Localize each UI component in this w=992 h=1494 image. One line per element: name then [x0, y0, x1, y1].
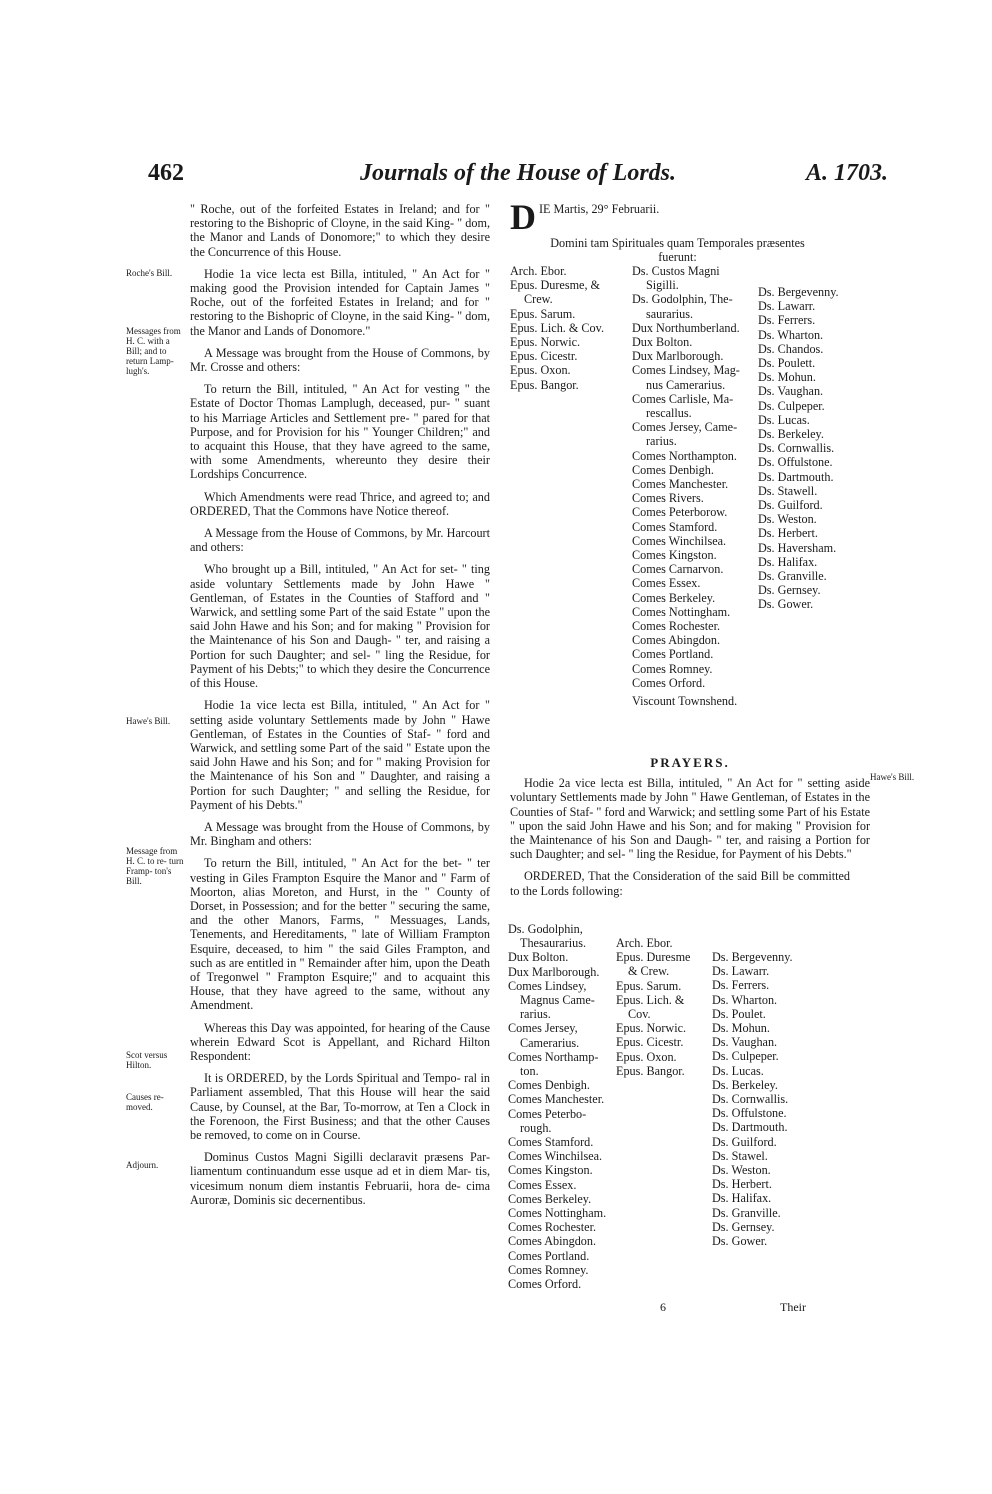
lord: Epus. Duresme, &	[510, 278, 601, 293]
lord: Comes Northampton.	[632, 448, 737, 463]
lord: Ds. Gower.	[712, 1234, 768, 1249]
lord: Epus. Duresme	[616, 950, 691, 965]
paragraph: ORDERED, That the Consideration of the said Bill be committed to the Lords following:	[510, 869, 850, 898]
lord: Ds. Cornwallis.	[758, 441, 835, 456]
lord: rarius.	[646, 434, 677, 449]
running-title: Journals of the House of Lords.	[359, 160, 677, 186]
lord: Ds. Halifax.	[712, 1191, 772, 1206]
lord: Ds. Offulstone.	[758, 455, 833, 470]
lord: Comes Denbigh.	[508, 1078, 590, 1093]
lord: Comes Orford.	[508, 1277, 582, 1292]
right-column	[510, 197, 845, 272]
lord: Comes Berkeley.	[632, 590, 716, 605]
paragraph: Hodie 1a vice lecta est Billa, intituled, " An Act for " making good the Provision intended for Captain James " Roche, out of the forfeited Estates in Ireland; and for " restoring to the Bishopric of Cloyne, in the said King- " dom, the Manor and Lands of Donomore."	[190, 266, 490, 338]
lord: Comes Peterbo-	[508, 1106, 587, 1121]
lord: Epus. Cicestr.	[616, 1035, 684, 1050]
margin-note: Causes re- moved.	[126, 1092, 164, 1112]
paragraph: Whereas this Day was appointed, for hearing of the Cause wherein Edward Scot is Appellant, and Richard Hilton Respondent:	[190, 1020, 490, 1063]
lord: Ds. Poulett.	[758, 356, 816, 371]
lord: Epus. Cicestr.	[510, 349, 578, 364]
committee-barons	[712, 950, 822, 1248]
paragraph: Who brought up a Bill, intituled, " An Act for set- " ting aside voluntary Settlements made by John Hawe " Gentleman, of Estates in the Counties of Stafford and " Warwick, and settling some Part of the said Estate " upon the said John Hawe and his Son; and for making " Provision for the Maintenance of his Son and Daugh- " ter, and raising a Portion for such Daughter; and sel- " ling the Residue, for Payment of his Debts;" to which they desire the Concurrence of this House.	[190, 562, 490, 691]
lord: Ds. Bergevenny.	[712, 950, 793, 964]
lord: Comes Carlisle, Ma-	[632, 391, 734, 406]
lord: Ds. Godolphin, The-	[632, 292, 733, 307]
margin-note: Hawe's Bill.	[870, 772, 915, 782]
lord: Ds. Halifax.	[758, 554, 818, 569]
lord: Ds. Lucas.	[758, 412, 810, 427]
lord: Comes Romney.	[632, 661, 713, 676]
paragraph: A Message from the House of Commons, by Mr. Harcourt and others:	[190, 526, 490, 555]
lord: Ds. Lawarr.	[712, 964, 770, 979]
lord: Comes Rochester.	[632, 619, 721, 634]
lord: Epus. Lich. &	[616, 992, 685, 1007]
paragraph: Which Amendments were read Thrice, and agreed to; and ORDERED, That the Commons have Notice thereof.	[190, 489, 490, 518]
left-column	[190, 202, 490, 1215]
lord: Ds. Culpeper.	[712, 1049, 779, 1064]
date-line	[510, 197, 845, 237]
paragraph: A Message was brought from the House of Commons, by Mr. Bingham and others:	[190, 819, 490, 849]
lord: Comes Romney.	[508, 1262, 589, 1277]
lord: Ds. Chandos.	[758, 341, 824, 356]
margin-note: Adjourn.	[126, 1160, 159, 1170]
present-bishops	[510, 264, 628, 392]
lord: Ds. Offulstone.	[712, 1106, 787, 1121]
paragraph: To return the Bill, intituled, " An Act for the bet- " ter vesting in Giles Frampton Esquire the Manor and " Farm of Moorton, alias Moreton, and Hurst, in the " County of Dorset, in Possession; and for the better " securing the same, and the other Manors, Farms, " Messuages, Lands, Tenements, and Hereditaments, " late of William Frampton Esquire, deceased, to him " the said Giles Frampton, and such as are entitled in " Remainder after him, upon the Death of Tregonwel " Frampton Esquire;" and to acquaint this House, that they have agreed to the same, without any Amendment.	[190, 856, 490, 1013]
lord: nus Camerarius.	[646, 377, 726, 392]
lord: & Crew.	[628, 964, 670, 979]
lord: Ds. Guilford.	[758, 498, 823, 513]
lord: Epus. Lich. & Cov.	[510, 320, 604, 335]
lord: Epus. Sarum.	[616, 978, 682, 993]
lord: Epus. Norwic.	[616, 1021, 687, 1036]
lord: Comes Carnarvon.	[632, 562, 724, 577]
lord: Comes Lindsey,	[508, 978, 587, 993]
committee-bishops	[616, 936, 712, 1078]
margin-note: Scot versus Hilton.	[126, 1050, 168, 1070]
lord: Comes Essex.	[632, 576, 701, 591]
lord: Magnus Came-	[520, 993, 595, 1008]
lord: Comes Manchester.	[632, 477, 729, 492]
lord: Epus. Sarum.	[510, 306, 576, 321]
lord: Comes Manchester.	[508, 1092, 605, 1107]
sitting-date: IE Martis, 29° Februarii.	[539, 202, 660, 216]
lord: Epus. Bangor.	[616, 1063, 685, 1078]
lord: Ds. Ferrers.	[758, 313, 816, 328]
paragraph: A Message was brought from the House of Commons, by Mr. Crosse and others:	[190, 345, 490, 375]
year: A. 1703.	[805, 160, 888, 186]
lord: Ds. Gower.	[758, 597, 814, 612]
page-header	[148, 160, 888, 194]
paragraph: Dominus Custos Magni Sigilli declaravit præsens Par- liamentum continuandum esse usque ad et in diem Mar- tis, vicesimum nonum diem instantis Februarii, hora de- cima Auroræ, Dominis sic decernentibus.	[190, 1150, 490, 1207]
lord: Ds. Stawell.	[758, 483, 818, 498]
lord: Viscount Townshend.	[632, 694, 738, 709]
lord: Ds. Mohun.	[712, 1021, 770, 1036]
lord: Comes Abingdon.	[632, 633, 721, 648]
lord: Epus. Bangor.	[510, 377, 579, 392]
lord: Ds. Weston.	[758, 512, 817, 527]
lord: Ds. Herbert.	[712, 1177, 772, 1192]
lord: Dux Bolton.	[508, 950, 569, 965]
lord: Ds. Gernsey.	[758, 583, 821, 598]
lord: saurarius.	[646, 306, 694, 321]
lord: Ds. Dartmouth.	[712, 1120, 788, 1135]
lord: Ds. Wharton.	[758, 327, 824, 342]
margin-note: Message from H. C. to re- turn Framp- ton's Bill.	[126, 846, 184, 886]
catchword: Their	[780, 1300, 806, 1314]
lord: Ds. Culpeper.	[758, 398, 825, 413]
lord: Ds. Lucas.	[712, 1063, 764, 1078]
lord: Epus. Oxon.	[616, 1049, 677, 1064]
prayers-section	[510, 750, 870, 906]
margin-note: Messages from H. C. with a Bill; and to return Lamp- lugh's.	[126, 326, 181, 376]
prayers-heading: PRAYERS.	[650, 755, 730, 770]
lord: Comes Nottingham.	[632, 604, 731, 619]
lord: Comes Orford.	[632, 675, 706, 690]
lord: Ds. Ferrers.	[712, 978, 770, 993]
present-heading: Domini tam Spirituales quam Temporales præsentes fuerunt:	[550, 236, 805, 265]
lord: Dux Marlborough.	[508, 964, 600, 979]
lord: Ds. Granville.	[758, 569, 827, 584]
lord: Ds. Poulet.	[712, 1006, 766, 1021]
lord: Ds. Stawel.	[712, 1148, 768, 1163]
lord: Comes Stamford.	[508, 1135, 594, 1150]
lord: Cov.	[628, 1007, 651, 1022]
lord: Comes Winchilsea.	[632, 533, 727, 548]
lord: Thesaurarius.	[520, 936, 586, 951]
lord: rescallus.	[646, 406, 692, 421]
lord: Comes Peterborow.	[632, 505, 728, 520]
margin-note: Roche's Bill.	[126, 268, 173, 278]
lord: Arch. Ebor.	[616, 936, 673, 950]
lord: rarius.	[520, 1007, 551, 1022]
lord: Ds. Berkeley.	[758, 427, 824, 442]
lord: Comes Jersey, Came-	[632, 420, 738, 435]
lord: Ds. Weston.	[712, 1163, 771, 1178]
paragraph: Hodie 1a vice lecta est Billa, intituled, " An Act for " setting aside voluntary Settlements made by John " Hawe Gentleman, of Estates in the Counties of Staf- " ford and Warwick, and settling some Part of the said " Estate upon the said John Hawe and his Son; and for " making Provision for the Maintenance of his Son and " Daughter, and raising a Portion for such Daughter; " and selling the Residue, for Payment of his Debts."	[190, 698, 490, 812]
lord: Ds. Granville.	[712, 1205, 781, 1220]
lord: Comes Winchilsea.	[508, 1149, 603, 1164]
lord: Comes Nottingham.	[508, 1206, 607, 1221]
paragraph: It is ORDERED, by the Lords Spiritual and Tempo- ral in Parliament assembled, That this House will hear the said Cause, by Counsel, at the Bar, To-morrow, at Ten a Clock in the Forenoon, the First Business; and that the other Causes be removed, to come on in Course.	[190, 1071, 490, 1142]
lord: Comes Kingston.	[508, 1163, 593, 1178]
margin-note: Hawe's Bill.	[126, 716, 171, 726]
lord: Comes Kingston.	[632, 548, 717, 563]
lord: Ds. Custos Magni	[632, 264, 720, 278]
lord: ton.	[520, 1064, 539, 1079]
lord: Arch. Ebor.	[510, 264, 567, 278]
lord: Comes Jersey,	[508, 1021, 578, 1036]
lord: Crew.	[524, 292, 553, 307]
lord: Ds. Godolphin,	[508, 922, 583, 936]
lord: Comes Portland.	[632, 647, 714, 662]
lord: Comes Rivers.	[632, 491, 704, 506]
lord: Ds. Lawarr.	[758, 299, 816, 314]
lord: Dux Northumberland.	[632, 320, 740, 335]
lord: Dux Marlborough.	[632, 349, 724, 364]
lord: Ds. Guilford.	[712, 1134, 777, 1149]
committee-temporal	[508, 922, 618, 1291]
lord: Ds. Bergevenny.	[758, 285, 839, 299]
lord: rough.	[520, 1120, 552, 1135]
lord: Comes Portland.	[508, 1248, 590, 1263]
lord: Comes Stamford.	[632, 519, 718, 534]
signature-mark: 6	[660, 1300, 666, 1314]
page-number: 462	[148, 160, 184, 186]
lord: Ds. Mohun.	[758, 370, 816, 385]
lord: Ds. Cornwallis.	[712, 1092, 789, 1107]
lord: Ds. Haversham.	[758, 540, 837, 555]
lord: Ds. Dartmouth.	[758, 469, 834, 484]
lord: Sigilli.	[646, 278, 679, 293]
lord: Ds. Vaughan.	[758, 384, 824, 399]
paragraph: Hodie 2a vice lecta est Billa, intituled, " An Act for " setting aside voluntary Settlements made by John " Hawe Gentleman, of Estates in the Counties of Staf- " ford and Warwick; and settling some Part of his Estate " upon the said John Hawe and his Son; and for making " Provision for the Maintenance of his Son and Daugh- " ter, and raising a Portion for such Daughter; and sel- " ling the Residue, for Payment of his Debts."	[510, 776, 870, 862]
paragraph: To return the Bill, intituled, " An Act for vesting " the Estate of Doctor Thomas Lamplugh, deceased, pur- " suant to his Marriage Articles and Settlement pre- " pared for that Purpose, and for Provision for his " Younger Children;" and to acquaint this House, that they have agreed to the same, with some Amendments, whereunto they desire their Lordships Concurrence.	[190, 382, 490, 482]
lord: Comes Abingdon.	[508, 1234, 597, 1249]
lord: Ds. Berkeley.	[712, 1077, 778, 1092]
lord: Comes Rochester.	[508, 1220, 597, 1235]
lord: Comes Berkeley.	[508, 1191, 592, 1206]
lord: Ds. Herbert.	[758, 526, 818, 541]
lord: Epus. Norwic.	[510, 335, 581, 350]
present-barons	[758, 285, 858, 612]
lord: Comes Essex.	[508, 1177, 577, 1192]
lord: Ds. Gernsey.	[712, 1219, 775, 1234]
lord: Epus. Oxon.	[510, 363, 571, 378]
paragraph: " Roche, out of the forfeited Estates in Ireland; and for " restoring to the Bishopric of Cloyne, in the said King- " dom, the Manor and Lands of Donomore;" to which they desire the Concurrence of this House.	[190, 202, 490, 259]
lord: Dux Bolton.	[632, 335, 693, 350]
lord: Ds. Wharton.	[712, 992, 778, 1007]
present-temporal-lords	[632, 264, 756, 708]
lord: Ds. Vaughan.	[712, 1035, 778, 1050]
lord: Comes Northamp-	[508, 1049, 599, 1064]
lord: Comes Lindsey, Mag-	[632, 363, 740, 378]
lord: Camerarius.	[520, 1035, 580, 1050]
drop-cap: D	[510, 197, 536, 237]
lord: Comes Denbigh.	[632, 462, 714, 477]
